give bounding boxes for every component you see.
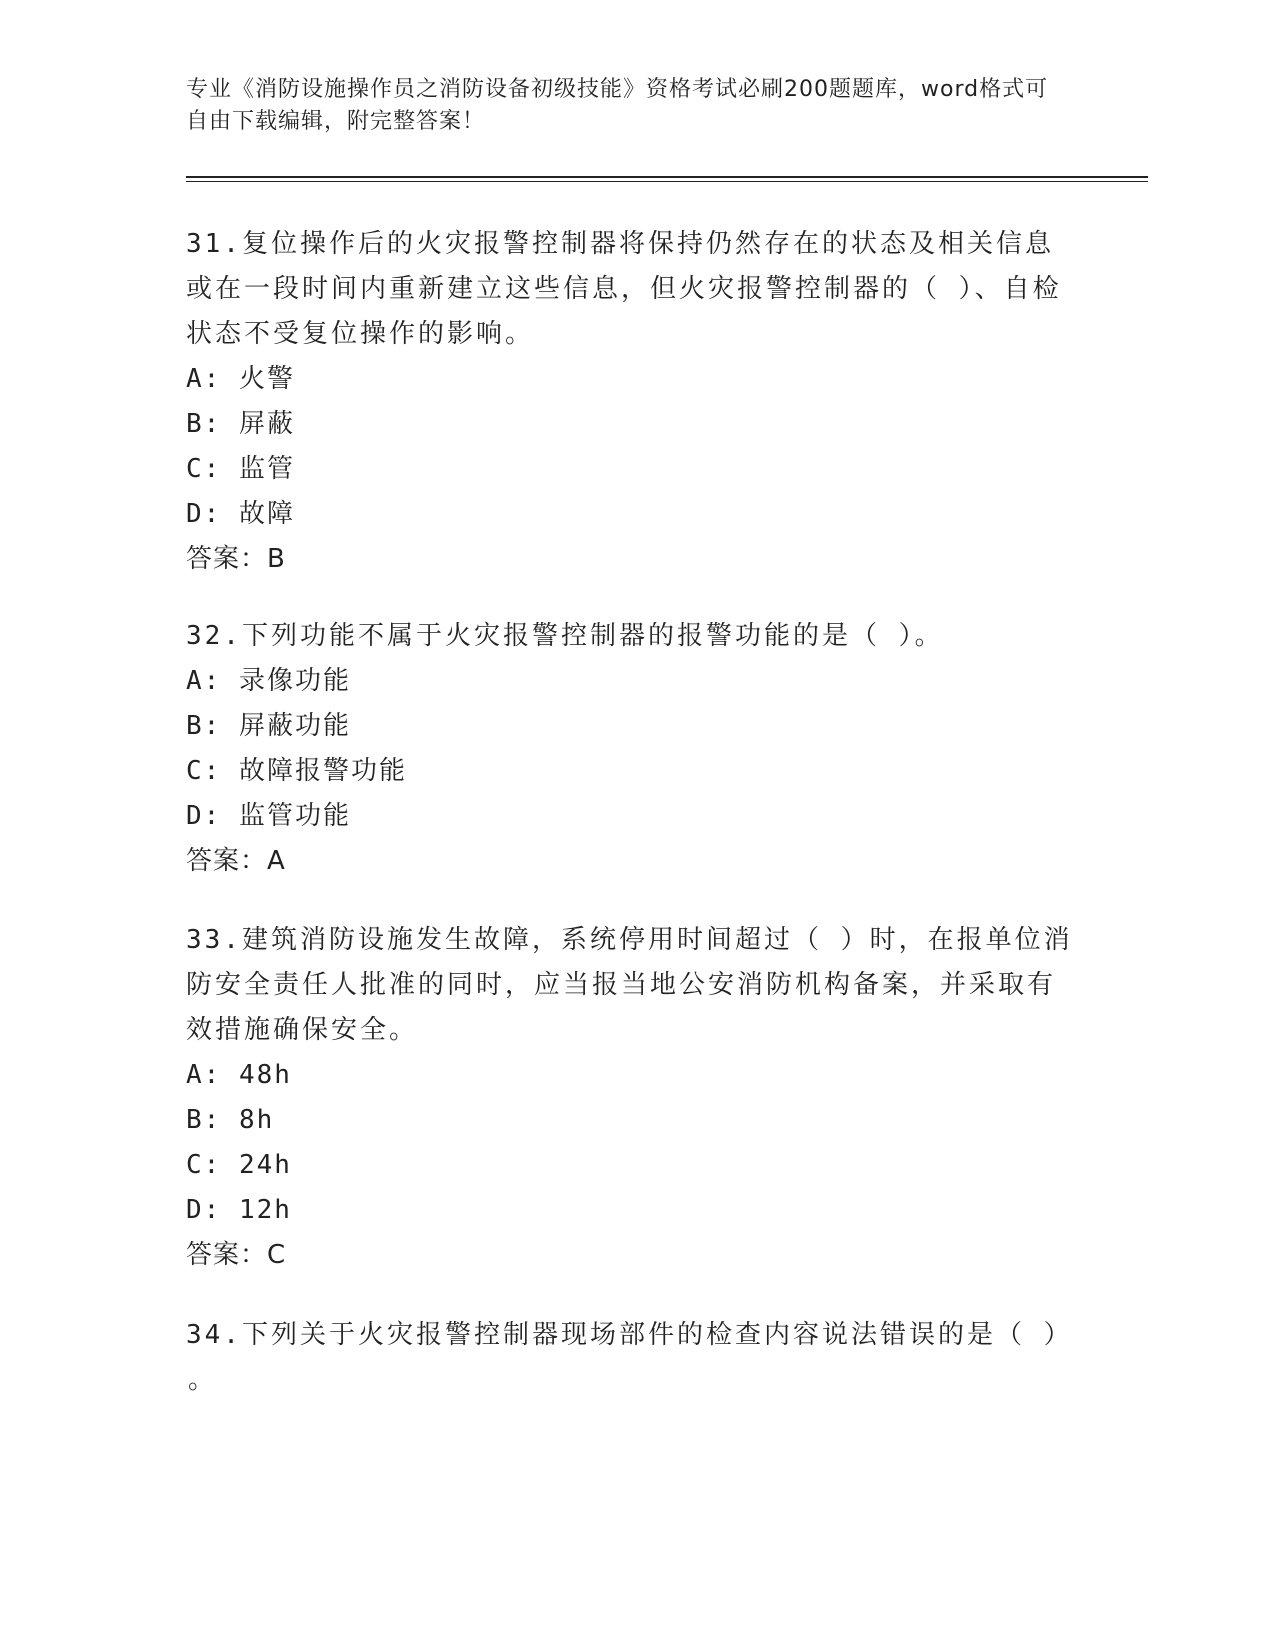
header-text: 专业《消防设施操作员之消防设备初级技能》资格考试必刷200题题库，word格式可自由下载编辑，附完整答案！ bbox=[186, 77, 1049, 134]
option-a: A: 48h bbox=[186, 1060, 292, 1090]
document-header bbox=[186, 74, 1066, 138]
option-a: A: 录像功能 bbox=[186, 666, 351, 696]
question-stem: 34.下列关于火灾报警控制器现场部件的检查内容说法错误的是（ ） bbox=[186, 1320, 1073, 1350]
option-b: B: 屏蔽 bbox=[186, 409, 295, 439]
option-d: D: 监管功能 bbox=[186, 801, 351, 831]
question-stem: 33.建筑消防设施发生故障，系统停用时间超过（ ）时，在报单位消防安全责任人批准的同时，应当报当地公安消防机构备案，并采取有效措施确保安全。 bbox=[186, 925, 1073, 1045]
option-d: D: 故障 bbox=[186, 499, 295, 529]
option-d: D: 12h bbox=[186, 1195, 292, 1225]
question-34 bbox=[186, 1313, 1076, 1403]
option-b: B: 8h bbox=[186, 1105, 275, 1135]
question-stem-tail: 。 bbox=[188, 1365, 215, 1395]
answer: 答案：A bbox=[186, 846, 286, 876]
question-32 bbox=[186, 614, 1076, 884]
header-divider bbox=[186, 176, 1148, 182]
question-31 bbox=[186, 222, 1076, 582]
option-c: C: 24h bbox=[186, 1150, 292, 1180]
question-stem: 31.复位操作后的火灾报警控制器将保持仍然存在的状态及相关信息或在一段时间内重新建立这些信息，但火灾报警控制器的（ ）、自检状态不受复位操作的影响。 bbox=[186, 229, 1062, 349]
option-b: B: 屏蔽功能 bbox=[186, 711, 351, 741]
question-33 bbox=[186, 918, 1076, 1278]
question-stem: 32.下列功能不属于火灾报警控制器的报警功能的是（ ）。 bbox=[186, 621, 944, 651]
answer: 答案：C bbox=[186, 1240, 287, 1270]
option-c: C: 监管 bbox=[186, 454, 295, 484]
option-a: A: 火警 bbox=[186, 364, 295, 394]
answer: 答案：B bbox=[186, 544, 286, 574]
option-c: C: 故障报警功能 bbox=[186, 756, 407, 786]
